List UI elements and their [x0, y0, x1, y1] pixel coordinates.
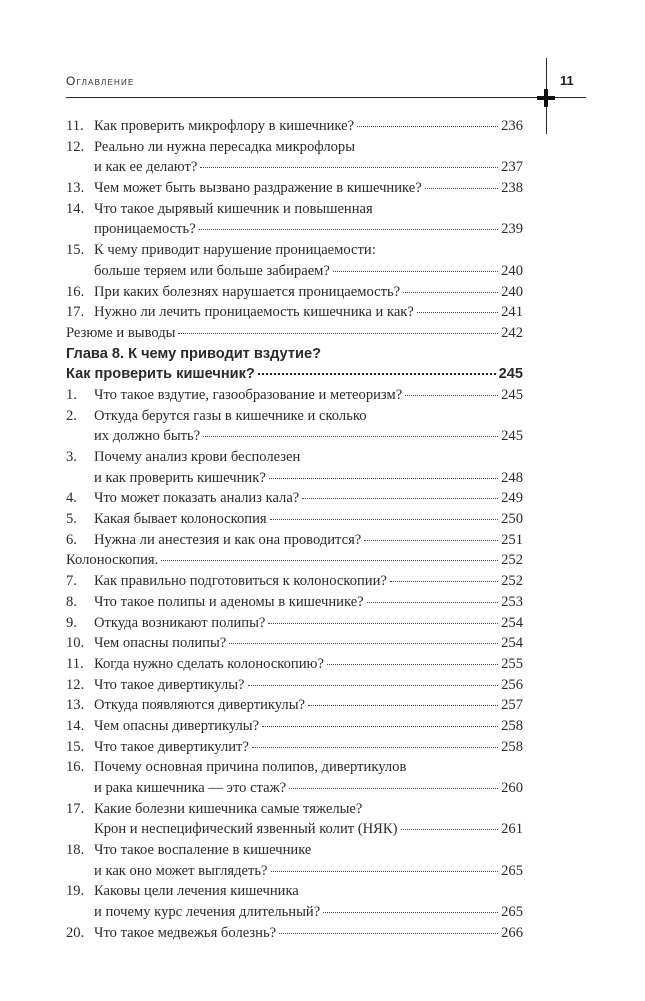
toc-entry[interactable]	[66, 385, 523, 406]
toc-entry-title: и как оно может выглядеть?	[94, 862, 268, 879]
toc-page-number: 265	[501, 904, 523, 921]
toc-page-number: 251	[501, 531, 523, 548]
dot-leader	[279, 933, 498, 934]
toc-entry-number: 17.	[66, 304, 85, 321]
toc-page-number: 254	[501, 635, 523, 652]
toc-entry-title: Чем опасны полипы?	[94, 635, 227, 652]
toc-entry-number: 14.	[66, 200, 85, 217]
toc-page-number: 265	[501, 862, 523, 879]
toc-line	[66, 261, 523, 282]
plus-mark-icon-vertical	[544, 89, 548, 107]
dot-leader	[405, 395, 498, 396]
toc-line	[66, 344, 523, 365]
running-header-title: Оглавление	[66, 74, 135, 88]
toc-entry-title: Чем может быть вызвано раздражение в кишечнике?	[94, 180, 422, 197]
toc-page-number: 245	[501, 428, 523, 445]
toc-entry-title: Что такое дырявый кишечник и повышенная	[94, 200, 373, 217]
dot-leader	[401, 829, 499, 830]
toc-line	[66, 406, 523, 427]
toc-page-number: 254	[501, 614, 523, 631]
toc-line	[66, 592, 523, 613]
toc-entry-title: Крон и неспецифический язвенный колит (НЯК)	[94, 821, 398, 838]
toc-page-number: 240	[501, 262, 523, 279]
toc-entry-title: Что такое дивертикулы?	[94, 676, 245, 693]
toc-entry-title: больше теряем или больше забираем?	[94, 262, 330, 279]
toc-entry-number: 15.	[66, 242, 85, 259]
toc-entry[interactable]	[66, 675, 523, 696]
toc-entry-title: Что такое медвежья болезнь?	[94, 924, 277, 941]
toc-entry-title: Когда нужно сделать колоноскопию?	[94, 655, 324, 672]
toc-line	[66, 695, 523, 716]
toc-entry-number: 18.	[66, 842, 85, 859]
toc-entry-title: Колоноскопия.	[66, 552, 159, 569]
toc-line	[66, 737, 523, 758]
toc-entry[interactable]	[66, 923, 523, 944]
dot-leader	[357, 126, 498, 127]
toc-entry-number: 20.	[66, 924, 85, 941]
toc-line	[66, 137, 523, 158]
toc-entry[interactable]	[66, 302, 523, 323]
toc-line	[66, 902, 523, 923]
dot-leader	[199, 229, 498, 230]
toc-entry-number: 8.	[66, 593, 77, 610]
toc-page-number: 250	[501, 511, 523, 528]
dot-leader	[178, 333, 498, 334]
toc-entry-title: Что такое вздутие, газообразование и метеоризм?	[94, 386, 403, 403]
toc-entry-title: Почему анализ крови бесполезен	[94, 449, 301, 465]
dot-leader	[252, 747, 498, 748]
toc-line	[66, 116, 523, 137]
toc-entry-title: и рака кишечника — это стаж?	[94, 780, 287, 796]
toc-entry[interactable]	[66, 199, 523, 240]
toc-line	[66, 757, 523, 778]
dot-leader	[203, 436, 498, 437]
toc-line	[66, 550, 523, 571]
toc-entry-number: 6.	[66, 531, 77, 548]
toc-entry-number: 19.	[66, 883, 85, 900]
dot-leader	[258, 373, 496, 375]
dot-leader	[161, 560, 498, 561]
dot-leader	[403, 292, 498, 293]
toc-entry-number: 16.	[66, 283, 85, 300]
toc-line	[66, 219, 523, 240]
toc-entry[interactable]	[66, 757, 523, 798]
toc-line	[66, 178, 523, 199]
toc-entry-title: Что такое дивертикулит?	[94, 738, 249, 755]
toc-page-number: 238	[501, 180, 523, 197]
toc-page-number: 242	[501, 324, 523, 341]
toc-entry-number: 11.	[66, 118, 84, 134]
toc-line	[66, 199, 523, 220]
toc-line	[66, 716, 523, 737]
toc-page-number: 261	[501, 821, 523, 838]
toc-entry-title: Какая бывает колоноскопия	[94, 511, 267, 528]
toc-entry-title: Откуда берутся газы в кишечнике и сколько	[94, 407, 367, 424]
toc-entry-title: Откуда возникают полипы?	[94, 614, 266, 631]
toc-entry-title: Что может показать анализ кала?	[94, 490, 300, 507]
toc-entry[interactable]	[66, 881, 523, 922]
toc-line	[66, 613, 523, 634]
toc-page-number: 245	[501, 386, 523, 403]
toc-page-number: 258	[501, 717, 523, 734]
dot-leader	[302, 498, 498, 499]
toc-entry-title: их должно быть?	[94, 428, 201, 445]
toc-entry[interactable]	[66, 530, 523, 551]
toc-line	[66, 530, 523, 551]
toc-page-number: 240	[501, 283, 523, 300]
dot-leader	[327, 664, 498, 665]
toc-entry[interactable]	[66, 695, 523, 716]
toc-entry[interactable]	[66, 613, 523, 634]
dot-leader	[364, 540, 498, 541]
toc-page-number: 255	[501, 655, 523, 672]
dot-leader	[417, 312, 498, 313]
toc-entry-title: Реально ли нужна пересадка микрофлоры	[94, 138, 356, 155]
toc-entry-number: 12.	[66, 676, 85, 693]
toc-entry[interactable]	[66, 840, 523, 881]
toc-entry[interactable]	[66, 633, 523, 654]
toc-page-number: 245	[498, 366, 523, 383]
toc-entry[interactable]	[66, 737, 523, 758]
toc-entry[interactable]	[66, 116, 523, 137]
toc-entry-title: Что такое воспаление в кишечнике	[94, 842, 312, 859]
toc-line	[66, 675, 523, 696]
toc-page-number: 258	[501, 738, 523, 755]
toc-entry-title: При каких болезнях нарушается проницаемость?	[94, 283, 401, 300]
toc-page-number: 239	[501, 221, 523, 238]
toc-line	[66, 240, 523, 261]
toc-entry-title: и как ее делают?	[94, 159, 198, 176]
toc-entry[interactable]	[66, 509, 523, 530]
toc-line	[66, 633, 523, 654]
toc-entry[interactable]	[66, 592, 523, 613]
toc-entry[interactable]	[66, 488, 523, 509]
dot-leader	[308, 705, 498, 706]
toc-line	[66, 385, 523, 406]
toc-entry-number: 13.	[66, 697, 85, 714]
toc-entry[interactable]	[66, 178, 523, 199]
toc-page-number: 257	[501, 697, 523, 714]
toc-entry-title: Нужно ли лечить проницаемость кишечника и как?	[94, 304, 414, 321]
dot-leader	[268, 623, 498, 624]
toc-entry-number: 2.	[66, 407, 77, 424]
toc-entry-title: Резюме и выводы	[66, 324, 176, 341]
toc-line	[66, 881, 523, 902]
toc-entry-number: 12.	[66, 138, 85, 155]
toc-entry-title: Как проверить микрофлору в кишечнике?	[94, 118, 355, 134]
toc-entry-title: Чем опасны дивертикулы?	[94, 717, 260, 734]
toc-line	[66, 447, 523, 468]
toc-entry-number: 3.	[66, 449, 77, 465]
toc-page-number: 248	[501, 469, 523, 486]
dot-leader	[269, 478, 498, 479]
toc-entry[interactable]	[66, 323, 523, 344]
toc-entry-number: 14.	[66, 717, 85, 734]
toc-page-number: 256	[501, 676, 523, 693]
toc-line	[66, 840, 523, 861]
toc-entry[interactable]	[66, 550, 523, 571]
toc-entry[interactable]	[66, 654, 523, 675]
toc-entry-title: К чему приводит нарушение проницаемости:	[94, 242, 376, 259]
toc-line	[66, 778, 523, 799]
toc-entry-title: Как правильно подготовиться к колоноскопии?	[94, 573, 387, 590]
toc-entry-number: 13.	[66, 180, 85, 197]
toc-line	[66, 468, 523, 489]
toc-entry-title: и как проверить кишечник?	[94, 469, 266, 486]
dot-leader	[289, 788, 498, 789]
page-number: 11	[560, 73, 574, 88]
toc-line	[66, 282, 523, 303]
toc-entry-title: Каковы цели лечения кишечника	[94, 883, 299, 900]
toc-entry-number: 11.	[66, 655, 84, 672]
toc-entry-number: 5.	[66, 511, 77, 528]
dot-leader	[248, 685, 499, 686]
toc-entry[interactable]	[66, 571, 523, 592]
table-of-contents	[66, 116, 523, 944]
toc-entry-title: проницаемость?	[94, 221, 196, 238]
toc-page-number: 266	[501, 924, 523, 941]
toc-entry-number: 1.	[66, 386, 77, 403]
toc-page-number: 241	[501, 304, 523, 321]
toc-entry-title: Глава 8. К чему приводит вздутие?	[66, 345, 321, 362]
toc-entry-title: Откуда появляются дивертикулы?	[94, 697, 305, 714]
toc-page-number: 252	[501, 552, 523, 569]
toc-entry-title: Что такое полипы и аденомы в кишечнике?	[94, 593, 364, 610]
dot-leader	[271, 871, 499, 872]
toc-page-number: 236	[501, 118, 523, 134]
toc-entry[interactable]	[66, 799, 523, 840]
header-rule	[66, 97, 544, 98]
toc-entry-number: 7.	[66, 573, 77, 590]
toc-line	[66, 426, 523, 447]
toc-line	[66, 799, 523, 820]
toc-entry-number: 10.	[66, 635, 85, 652]
toc-entry-title: Как проверить кишечник?	[66, 366, 255, 383]
toc-page-number: 253	[501, 593, 523, 610]
toc-line	[66, 819, 523, 840]
toc-entry-number: 9.	[66, 614, 77, 631]
toc-entry[interactable]	[66, 447, 523, 488]
toc-entry-number: 15.	[66, 738, 85, 755]
toc-line	[66, 157, 523, 178]
dot-leader	[323, 912, 498, 913]
toc-line	[66, 571, 523, 592]
dot-leader	[425, 188, 498, 189]
toc-entry[interactable]	[66, 240, 523, 281]
toc-line	[66, 302, 523, 323]
toc-line	[66, 364, 523, 385]
toc-entry-title: и почему курс лечения длительный?	[94, 904, 321, 921]
dot-leader	[367, 602, 498, 603]
toc-entry-number: 16.	[66, 759, 85, 776]
toc-entry[interactable]	[66, 282, 523, 303]
toc-line	[66, 323, 523, 344]
toc-entry-number: 4.	[66, 490, 77, 507]
toc-entry[interactable]	[66, 406, 523, 447]
toc-line	[66, 861, 523, 882]
dot-leader	[229, 643, 498, 644]
toc-entry[interactable]	[66, 344, 523, 385]
toc-entry[interactable]	[66, 716, 523, 737]
toc-line	[66, 488, 523, 509]
dot-leader	[200, 167, 498, 168]
toc-line	[66, 509, 523, 530]
toc-page-number: 252	[501, 573, 523, 590]
dot-leader	[270, 519, 499, 520]
toc-entry-number: 17.	[66, 800, 85, 817]
toc-page-number: 237	[501, 159, 523, 176]
toc-line	[66, 654, 523, 675]
toc-entry[interactable]	[66, 137, 523, 178]
toc-entry-title: Почему основная причина полипов, дивертикулов	[94, 759, 407, 776]
toc-line	[66, 923, 523, 944]
dot-leader	[262, 726, 498, 727]
toc-entry-title: Какие болезни кишечника самые тяжелые?	[94, 800, 363, 817]
toc-entry-title: Нужна ли анестезия и как она проводится?	[94, 531, 362, 548]
dot-leader	[333, 271, 498, 272]
toc-page-number: 249	[501, 490, 523, 507]
dot-leader	[390, 581, 498, 582]
toc-page-number: 260	[501, 780, 523, 796]
